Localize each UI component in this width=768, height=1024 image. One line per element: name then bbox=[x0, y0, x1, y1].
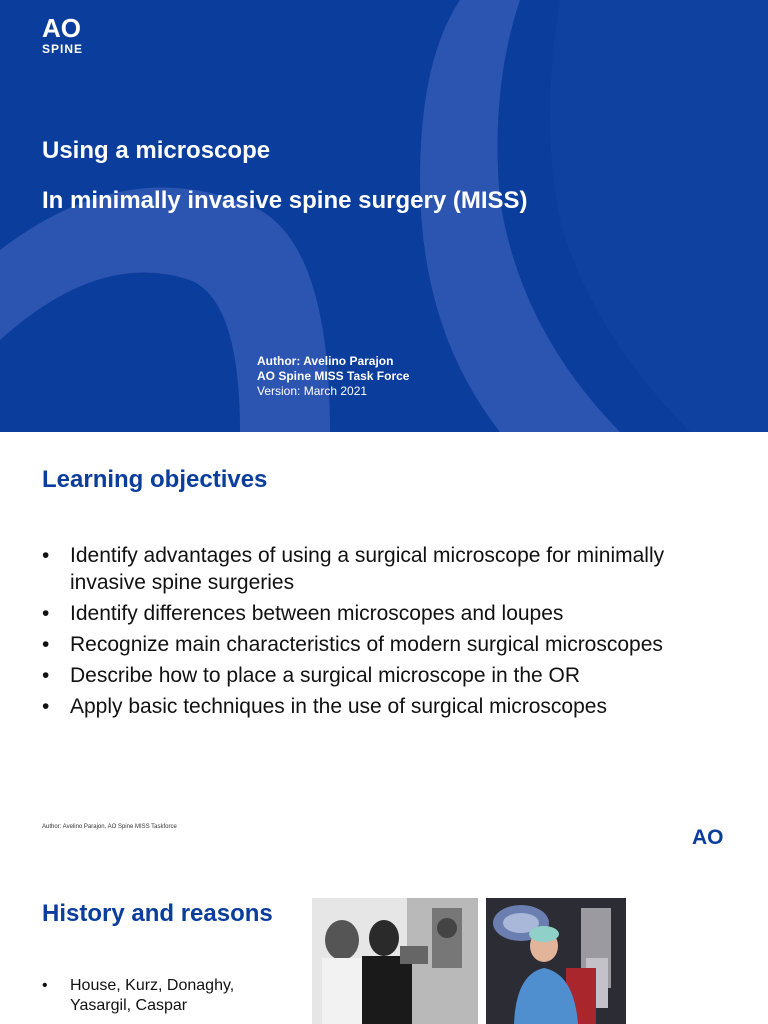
learning-objectives-slide bbox=[0, 432, 768, 864]
logo-spine-text: SPINE bbox=[42, 42, 84, 56]
author-line: Author: Avelino Parajon bbox=[257, 354, 394, 368]
slide-title: History and reasons bbox=[42, 900, 273, 927]
author-block bbox=[257, 354, 409, 399]
ao-logo: AO bbox=[692, 826, 724, 849]
objective-text: Identify advantages of using a surgical microscope for minimally invasive spine surgeries bbox=[70, 544, 665, 594]
bullet-icon: • bbox=[42, 695, 50, 718]
bullet-icon: • bbox=[42, 977, 48, 994]
bullet-icon: • bbox=[42, 602, 50, 625]
modern-surgeon-photo bbox=[486, 898, 626, 1024]
title-slide bbox=[0, 0, 768, 432]
list-item bbox=[42, 693, 682, 720]
history-text: House, Kurz, Donaghy, Yasargil, Caspar bbox=[70, 977, 235, 1014]
historical-surgeons-photo bbox=[312, 898, 478, 1024]
objective-text: Apply basic techniques in the use of surgical microscopes bbox=[70, 695, 607, 718]
list-item bbox=[42, 542, 682, 596]
list-item bbox=[42, 976, 272, 1016]
bullet-icon: • bbox=[42, 633, 50, 656]
objective-text: Describe how to place a surgical microscope in the OR bbox=[70, 664, 581, 687]
bullet-icon: • bbox=[42, 544, 50, 567]
list-item bbox=[42, 631, 682, 658]
list-item bbox=[42, 662, 682, 689]
ao-spine-logo bbox=[42, 14, 83, 56]
list-item bbox=[42, 600, 682, 627]
version-line: Version: March 2021 bbox=[257, 384, 368, 398]
logo-ao-text: AO bbox=[42, 13, 81, 43]
slide-subtitle: In minimally invasive spine surgery (MISS) bbox=[42, 187, 528, 214]
history-list bbox=[42, 976, 272, 1016]
slide-title: Learning objectives bbox=[42, 466, 268, 493]
objective-text: Identify differences between microscopes and loupes bbox=[70, 602, 564, 625]
history-slide bbox=[0, 864, 768, 1024]
objectives-list bbox=[42, 542, 682, 724]
objective-text: Recognize main characteristics of modern surgical microscopes bbox=[70, 633, 663, 656]
organization-line: AO Spine MISS Task Force bbox=[257, 369, 410, 383]
slide-footer: Author: Avelino Parajon, AO Spine MISS Taskforce bbox=[42, 824, 177, 830]
slide-title: Using a microscope bbox=[42, 137, 271, 164]
bullet-icon: • bbox=[42, 664, 50, 687]
